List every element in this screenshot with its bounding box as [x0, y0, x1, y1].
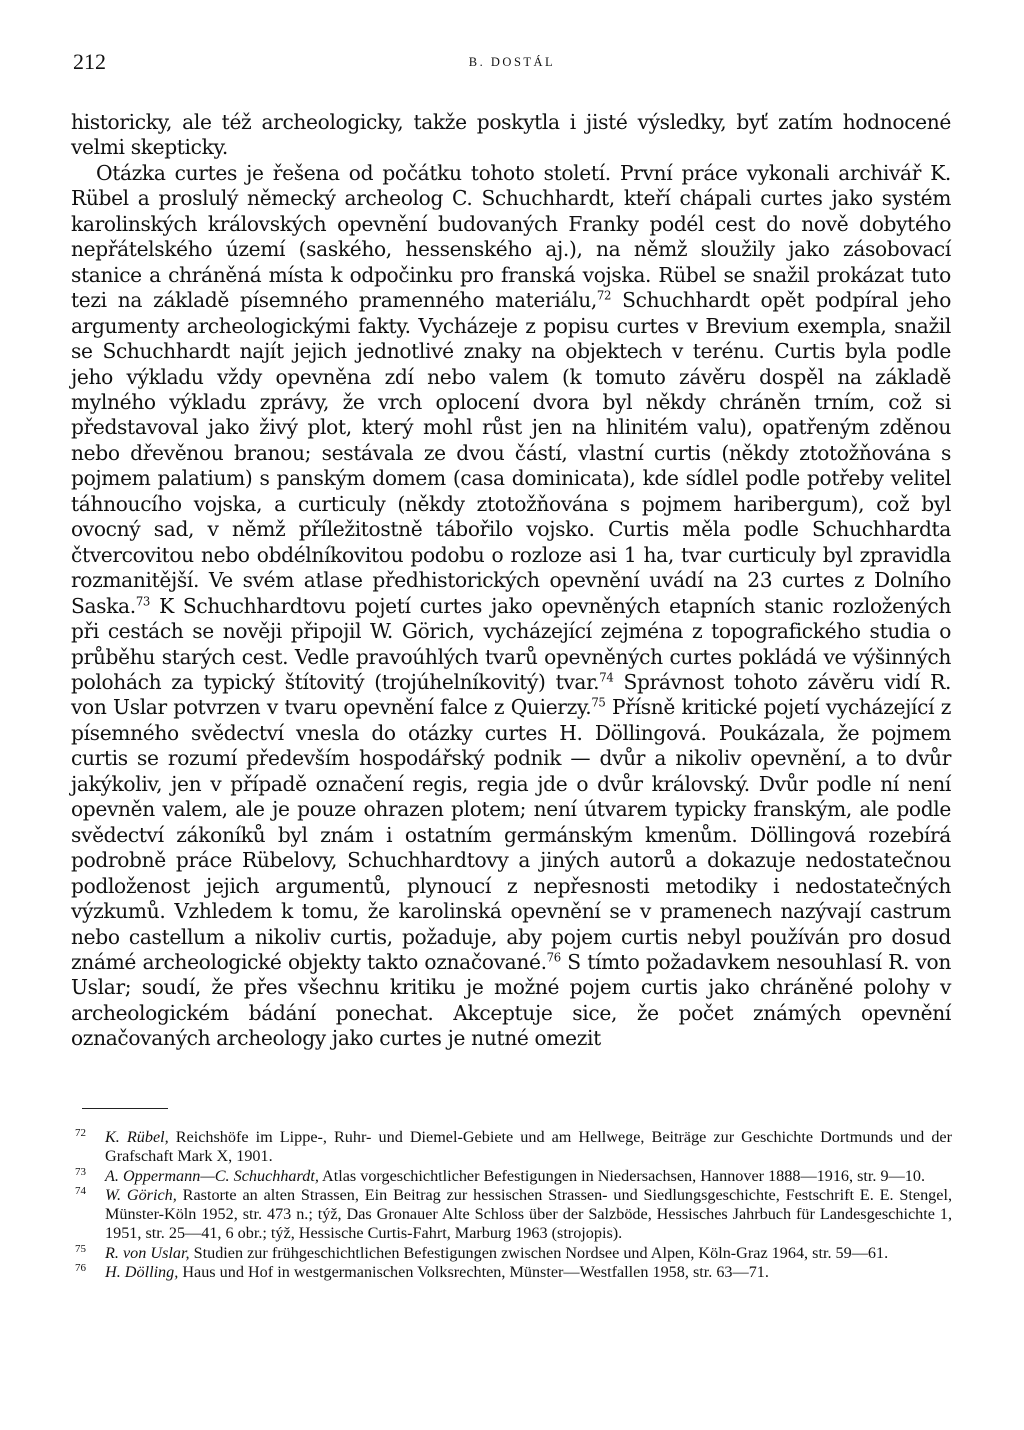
paragraph-2-part-d: Správnost tohoto závěru vidí R. von Uslar potvrzen v tvaru opevnění falce z Quierzy.: [71, 669, 952, 720]
footnote-text: Atlas vorgeschichtlicher Befestigungen in Niedersachsen, Hannover 1888—1916, str. 9—10.: [318, 1166, 926, 1185]
footnote-author: K. Rübel,: [105, 1128, 169, 1146]
footnote-separator: [82, 1108, 168, 1109]
footnote-mark: 72: [75, 1127, 86, 1139]
footnote-author: A. Oppermann—C. Schuchhardt,: [105, 1166, 319, 1185]
footnote-ref-73[interactable]: 73: [135, 593, 151, 608]
footnote-author: W. Görich,: [105, 1185, 177, 1204]
page-header: [73, 49, 951, 79]
footnote-author: R. von Uslar,: [105, 1243, 190, 1262]
footnote: [68, 1167, 952, 1186]
body-text: [71, 110, 951, 1052]
footnote-mark: 74: [75, 1184, 86, 1197]
footnote: [68, 1128, 952, 1167]
paragraph-2-part-b: Schuchhardt opět podpíral jeho argumenty archeologickými fakty. Vycházeje z popisu curtes v Brevium exempla, snažil se Schuchhardt najít jejich jednotlivé znaky na objektech v terénu. Curtis byla podle jeho výkladu vždy opevněna zdí nebo valem (k tomuto závěru dospěl na základě mylného výkladu zprávy, že vrch oplocení dvora byl někdy chráněn trním, což si představoval jako živý plot, který mohl růst jen na hlinitém valu), opatřeným zděnou nebo dřevěnou branou; sestávala ze dvou částí, vlastní curtis (někdy ztotožňována s pojmem palatium) s panským domem (casa dominicata), kde sídlel podle potřeby velitel táhnoucího vojska, a curticuly (někdy ztotožňována s pojmem haribergum), což byl ovocný sad, v němž příležitostně tábořilo vojsko. Curtis měla podle Schuchhardta čtvercovitou nebo obdélníkovitou podobu o rozloze asi 1 ha, tvar curticuly byl zpravidla rozmanitější. Ve svém atlase předhistorických opevnění uvádí na 23 curtes z Dolního Saska.: [71, 288, 951, 618]
paragraph-1-text: historicky, ale též archeologicky, takže poskytla i jisté výsledky, byť zatím hodnocené velmi skepticky.: [71, 110, 951, 160]
footnote-author: H. Dölling,: [105, 1263, 179, 1282]
paragraph-2: [71, 161, 951, 1052]
footnote-ref-74[interactable]: 74: [599, 670, 614, 685]
footnote-text: Haus und Hof in westgermanischen Volksrechten, Münster—Westfallen 1958, str. 63—71.: [178, 1263, 769, 1282]
footnote: [68, 1186, 952, 1244]
paragraph-2-part-a: Otázka curtes je řešena od počátku tohoto století. První práce vykonali archivář K. Rübel a proslulý německý archeolog C. Schuchhardt, kteří chápali curtes jako systém karolinských královských opevnění budovaných Franky podél cest do nově dobytého nepřátelského území (saského, hessenského aj.), na němž sloužily jako zásobovací stanice a chráněná místa k odpočinku pro franská vojska. Rübel se snažil prokázat tuto tezi na základě písemného pramenného materiálu,: [71, 160, 951, 313]
footnote: [68, 1244, 952, 1263]
footnote-text: Studien zur frühgeschichtlichen Befestigungen zwischen Nordsee und Alpen, Köln-Graz 1964, str. 59—61.: [189, 1243, 889, 1262]
footnote-ref-75[interactable]: 75: [591, 695, 606, 710]
paragraph-2-part-e: Přísně kritické pojetí vycházející z písemného svědectví vnesla do otázky curtes H. Döllingová. Poukázala, že pojmem curtis se rozumí především hospodářský podnik — dvůr a nikoliv opevnění, a to dvůr jakýkoliv, jen v případě označení regis, regia jde o dvůr královský. Dvůr podle ní není opevněn valem, ale je pouze ohrazen plotem; není útvarem typicky franským, ale podle svědectví zákoníků byl znám i ostatním germánským kmenům. Döllingová rozebírá podrobně práce Rübelovy, Schuchhardtovy a jiných autorů a dokazuje nedostatečnou podloženost jejich argumentů, plynoucí z nepřesnosti metodiky i nedostatečných výzkumů. Vzhledem k tomu, že karolinská opevnění se v pramenech nazývají castrum nebo castellum a nikoliv curtis, požaduje, aby pojem curtis nebyl používán pro dosud známé archeologické objekty takto označované.: [71, 695, 952, 974]
running-head: B. DOSTÁL: [468, 55, 556, 69]
footnote: [68, 1263, 952, 1282]
footnote-text: Reichshöfe im Lippe-, Ruhr- und Diemel-Gebiete und am Hellwege, Beiträge zur Geschichte Dortmunds und der Grafschaft Mark X, 1901.: [105, 1128, 952, 1166]
footnote-text: Rastorte an alten Strassen, Ein Beitrag zur hessischen Strassen- und Siedlungsgeschichte, Festschrift E. E. Stengel, Münster-Köln 1952, str. 473 n.; týž, Das Gronauer Alte Schloss über der Salzböde, Hessisches Jahrbuch für Landesgeschichte 1, 1951, str. 25—41, 6 obr.; týž, Hessische Curtis-Fahrt, Marburg 1963 (strojopis).: [105, 1185, 952, 1243]
footnote-ref-76[interactable]: 76: [546, 950, 561, 965]
paragraph-2-part-f: S tímto požadavkem nesouhlasí R. von Uslar; soudí, že přes všechnu kritiku je možné pojem curtis jako chráněné polohy v archeologickém bádání ponechat. Akceptuje sice, že počet známých opevnění označovaných archeology jako curtes je nutné omezit: [71, 949, 951, 1051]
footnote-mark: 75: [75, 1242, 86, 1255]
paragraph-2-part-c: K Schuchhardtovu pojetí curtes jako opevněných etapních stanic rozložených při cestách se nověji připojil W. Görich, vycházející zejména z topografického studia o průběhu starých cest. Vedle pravoúhlých tvarů opevněných curtes pokládá ve výšinných polohách za typický štítovitý (trojúhelníkovitý) tvar.: [71, 593, 951, 694]
footnote-mark: 76: [75, 1262, 86, 1275]
paragraph-1: [71, 110, 951, 161]
page-number: 212: [73, 49, 106, 74]
footnote-mark: 73: [75, 1165, 86, 1178]
footnote-ref-72[interactable]: 72: [596, 288, 612, 303]
footnotes: [68, 1128, 952, 1282]
